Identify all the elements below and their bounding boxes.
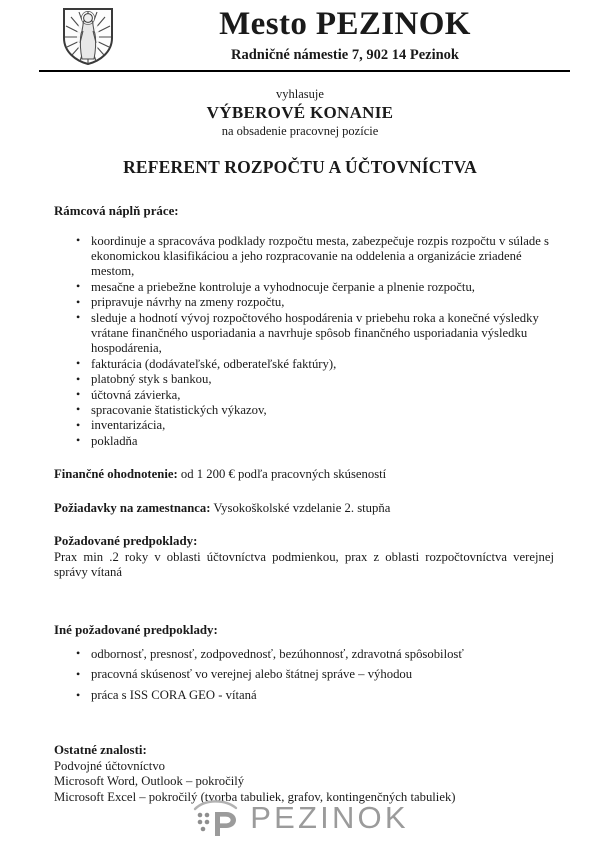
footer-logo [0, 798, 600, 838]
other-skills-heading: Ostatné znalosti: [54, 743, 147, 758]
announce-type: VÝBEROVÉ KONANIE [206, 103, 394, 122]
requirements-label: Požiadavky na zamestnanca: [54, 500, 211, 515]
list-item: • mesačne a priebežne kontroluje a vyhodnocuje čerpanie a plnenie rozpočtu, [54, 280, 554, 295]
announcement-block [0, 86, 600, 140]
list-item: • koordinuje a spracováva podklady rozpočtu mesta, zabezpečuje rozpis rozpočtu v súlade s ekonomickou klasifikáciou a jeho rozpracovanie na oddelenia a organizácie zriadené mestom, [54, 234, 554, 280]
announce-verb: vyhlasuje [276, 87, 324, 101]
header-divider [39, 70, 570, 72]
list-item: • odbornosť, presnosť, zodpovednosť, bezúhonnosť, zdravotná spôsobilosť [54, 647, 554, 662]
other-skills-line: Microsoft Excel – pokročilý (tvorba tabuliek, grafov, kontingenčných tabuliek) [54, 789, 456, 804]
pezinok-p-grape-logo-icon [191, 798, 243, 838]
prerequisites-heading: Požadované predpoklady: [54, 534, 198, 549]
other-prerequisites-heading: Iné požadované predpoklady: [54, 623, 218, 638]
salary-row [54, 467, 554, 483]
document-header [0, 0, 600, 70]
salary-value: od 1 200 € podľa pracovných skúseností [177, 467, 387, 482]
prerequisites-text: Prax min .2 roky v oblasti účtovníctva podmienkou, prax z oblasti rozpočtovníctva verejnej správy vítaná [54, 549, 554, 580]
document-body [54, 178, 554, 806]
list-item: • sleduje a hodnotí vývoj rozpočtového hospodárenia v priebehu roka a konečné výsledky vrátane finančného usporiadania a navrhuje spôsob finančného usporiadania výsledku hospodárenia, [54, 311, 554, 357]
requirements-row [54, 501, 554, 517]
requirements-value: Vysokoškolské vzdelanie 2. stupňa [210, 500, 391, 515]
list-item: • platobný styk s bankou, [54, 372, 554, 387]
salary-label: Finančné ohodnotenie: [54, 467, 178, 482]
list-item: • účtovná závierka, [54, 388, 554, 403]
other-prerequisites-list [54, 647, 554, 704]
list-item: • inventarizácia, [54, 418, 554, 433]
footer-logo-word: PEZINOK [250, 800, 409, 835]
org-address: Radničné námestie 7, 902 14 Pezinok [231, 47, 459, 63]
duties-list [54, 234, 554, 450]
duties-heading: Rámcová náplň práce: [54, 204, 179, 218]
list-item: • pracovná skúsenosť vo verejnej alebo štátnej správe – výhodou [54, 667, 554, 682]
list-item: • fakturácia (dodávateľské, odberateľské faktúry), [54, 357, 554, 372]
other-skills-line: Podvojné účtovníctvo [54, 758, 166, 773]
list-item: • práca s ISS CORA GEO - vítaná [54, 688, 554, 703]
page-title: Mesto PEZINOK [219, 6, 471, 42]
announce-subject: na obsadenie pracovnej pozície [221, 124, 379, 138]
list-item: • spracovanie štatistických výkazov, [54, 403, 554, 418]
position-title: REFERENT ROZPOČTU A ÚČTOVNÍCTVA [123, 157, 477, 177]
list-item: • pripravuje návrhy na zmeny rozpočtu, [54, 295, 554, 310]
other-skills-line: Microsoft Word, Outlook – pokročilý [54, 774, 245, 789]
pezinok-coat-of-arms-icon [61, 7, 115, 66]
header-text-block [120, 0, 570, 64]
list-item: • pokladňa [54, 434, 554, 449]
